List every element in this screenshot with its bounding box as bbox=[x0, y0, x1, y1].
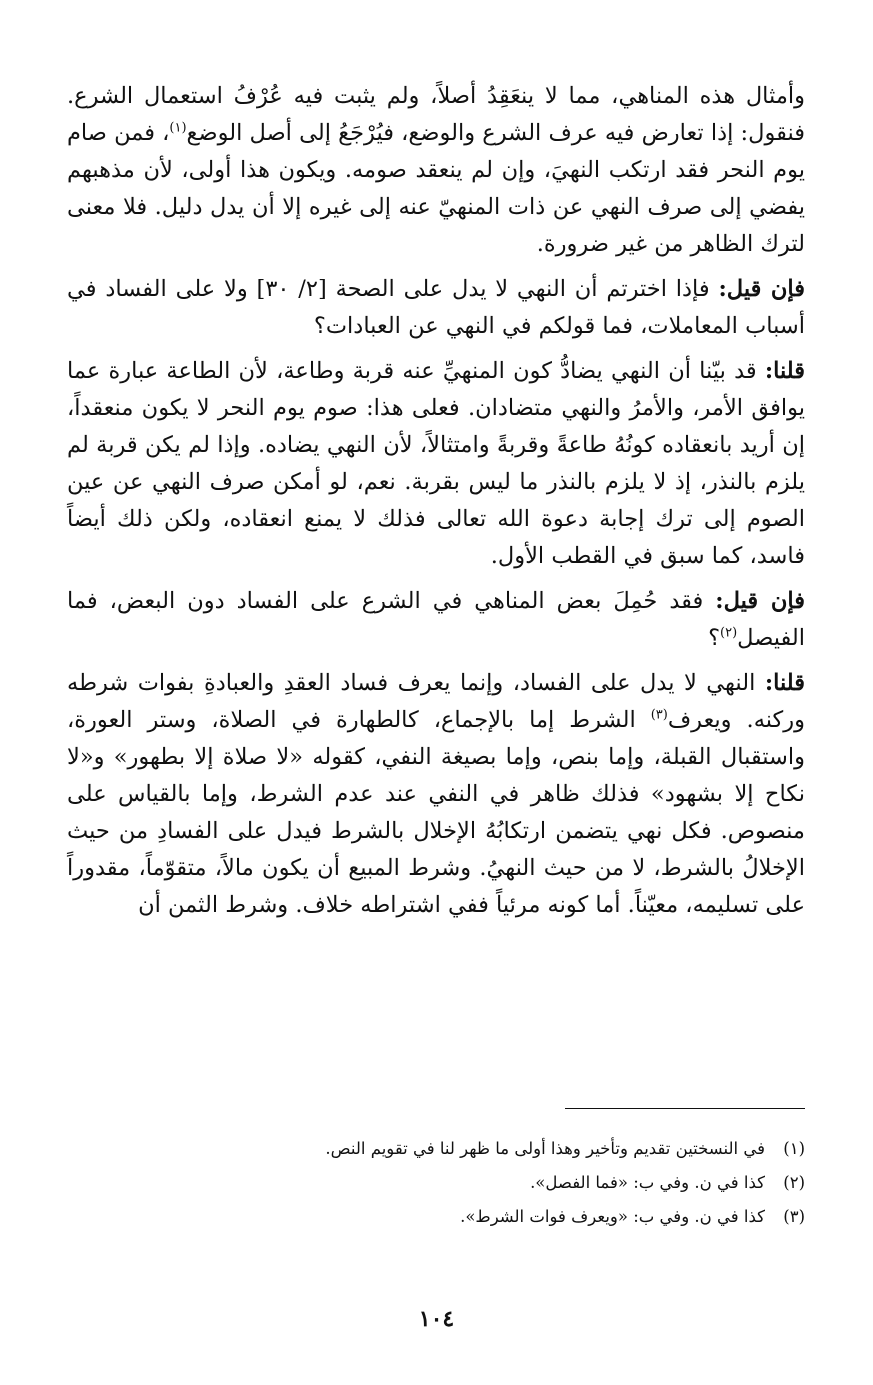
footnote-ref-2[interactable]: (٢) bbox=[720, 625, 738, 641]
paragraph-2 bbox=[67, 271, 805, 345]
paragraph-4 bbox=[67, 583, 805, 657]
footnote-3 bbox=[67, 1200, 805, 1234]
footnotes bbox=[67, 1132, 805, 1234]
footnote-number: (٢) bbox=[783, 1173, 805, 1192]
footnote-divider bbox=[565, 1108, 805, 1109]
main-text bbox=[67, 78, 805, 924]
reply-label: قلنا: bbox=[764, 670, 805, 696]
reply-label: قلنا: bbox=[764, 358, 805, 384]
paragraph-text: فقد حُمِلَ بعض المناهي في الشرع على الفساد دون البعض، فما الفيصل bbox=[67, 588, 805, 651]
paragraph-text: ، فمن صام يوم النحر فقد ارتكب النهيَ، وإن لم ينعقد صومه. ويكون هذا أولى، لأن مذهبهم يفضي إلى صرف النهي عن ذات المنهيّ عنه إلى غيره إلا أن يدل دليل. فلا معنى لترك الظاهر من غير ضرورة. bbox=[67, 120, 805, 257]
footnote-ref-1[interactable]: (١) bbox=[169, 120, 187, 136]
footnote-number: (١) bbox=[783, 1139, 805, 1158]
paragraph-3 bbox=[67, 353, 805, 575]
paragraph-text: وأمثال هذه المناهي، مما لا ينعَقِدُ أصلاً، ولم يثبت فيه عُرْفُ استعمال الشرع. فنقول: إذا تعارض فيه عرف الشرع والوضع، فيُرْجَعُ إلى أصل الوضع bbox=[67, 83, 805, 146]
footnote-text: كذا في ن. وفي ب: «ويعرف فوات الشرط». bbox=[460, 1207, 765, 1226]
footnote-1 bbox=[67, 1132, 805, 1166]
footnote-ref-3[interactable]: (٣) bbox=[650, 707, 668, 723]
objection-label: فإن قيل: bbox=[718, 276, 805, 302]
paragraph-text: فإذا اخترتم أن النهي لا يدل على الصحة [٢/ ٣٠] ولا على الفساد في أسباب المعاملات، فما قولكم في النهي عن العبادات؟ bbox=[67, 276, 805, 339]
paragraph-1 bbox=[67, 78, 805, 263]
objection-label: فإن قيل: bbox=[715, 588, 805, 614]
paragraph-text: الشرط إما بالإجماع، كالطهارة في الصلاة، وستر العورة، واستقبال القبلة، وإما بنص، وإما بصيغة النفي، كقوله «لا صلاة إلا بطهور» و«لا نكاح إلا بشهود» فذلك ظاهر في النفي عند عدم الشرط، وإما بالقياس على منصوص. فكل نهي يتضمن ارتكابُهُ الإخلال بالشرط فيدل على الفسادِ من حيث الإخلالُ بالشرط، لا من حيث النهيُ. وشرط المبيع أن يكون مالاً، متقوّماً، مقدوراً على تسليمه، معيّناً. أما كونه مرئياً ففي اشتراطه خلاف. وشرط الثمن أن bbox=[67, 707, 805, 918]
paragraph-5 bbox=[67, 665, 805, 924]
paragraph-text: قد بيّنا أن النهي يضادُّ كون المنهيِّ عنه قربة وطاعة، لأن الطاعة عبارة عما يوافق الأمر، والأمرُ والنهي متضادان. فعلى هذا: صوم يوم النحر لا يكون منعقداً، إن أريد بانعقاده كونُهُ طاعةً وقربةً وامتثالاً، لأن النهي يضاده. وإذا لم يكن قربة لم يلزم بالنذر، إذ لا يلزم بالنذر ما ليس بقربة. نعم، لو أمكن صرف النهي عن عين الصوم إلى ترك إجابة دعوة الله تعالى فذلك لا يمنع انعقاده، ولكن ذلك أيضاً فاسد، كما سبق في القطب الأول. bbox=[67, 358, 805, 569]
footnote-text: في النسختين تقديم وتأخير وهذا أولى ما ظهر لنا في تقويم النص. bbox=[325, 1139, 765, 1158]
footnote-text: كذا في ن. وفي ب: «فما الفصل». bbox=[530, 1173, 765, 1192]
footnote-2 bbox=[67, 1166, 805, 1200]
footnote-number: (٣) bbox=[783, 1207, 805, 1226]
page-number: ١٠٤ bbox=[418, 1306, 455, 1332]
paragraph-text: النهي لا يدل على الفساد، وإنما يعرف فساد العقدِ والعبادةِ بفوات شرطه وركنه. ويعرف bbox=[67, 670, 805, 733]
paragraph-text: ؟ bbox=[708, 625, 721, 651]
